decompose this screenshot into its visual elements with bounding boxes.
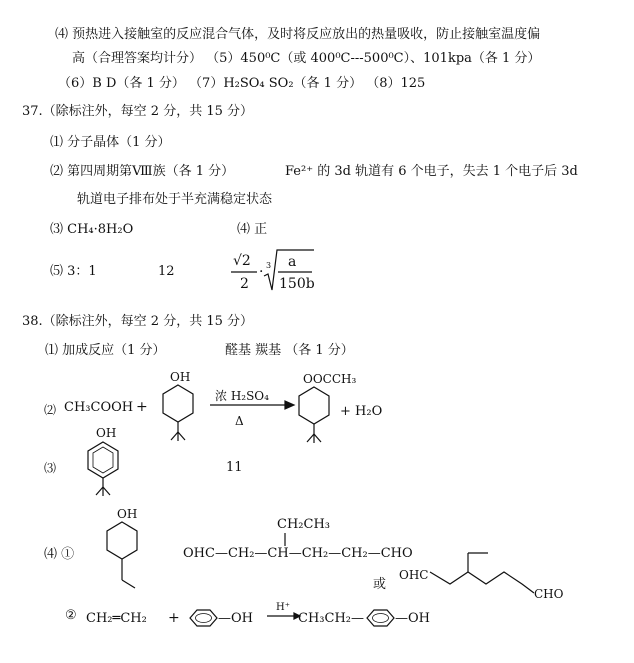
cyclohexane-ring-2 <box>299 387 329 424</box>
plus-sign-1: + <box>136 399 148 415</box>
ethyl-branch: CH₂CH₃ <box>277 517 330 532</box>
answer-37-3: ⑶ CH₄·8H₂O <box>50 222 134 237</box>
cyclohexane-ring-3 <box>107 522 137 559</box>
answer-38-4-label: ⑷ ① <box>44 547 75 562</box>
acetic-acid: CH₃COOH <box>64 400 134 415</box>
formula-sqrt2: √2 <box>233 253 251 269</box>
skeletal-chain <box>430 572 534 593</box>
cho-label: CHO <box>534 587 564 601</box>
benzene-ring-2 <box>190 610 217 626</box>
formula-dot: · <box>259 264 264 280</box>
answer-38-4b-label: ② <box>65 608 77 623</box>
formula-two: 2 <box>240 276 249 292</box>
oh-bond-1: —OH <box>218 611 253 626</box>
dialdehyde-chain: OHC—CH₂—CH—CH₂—CH₂—CHO <box>183 546 413 561</box>
answer-37-1: ⑴ 分子晶体（1 分） <box>50 135 171 150</box>
answer-38-3-label: ⑶ <box>44 461 57 475</box>
answer-37-2b: Fe²⁺ 的 3d 轨道有 6 个电子，失去 1 个电子后 3d <box>285 164 578 179</box>
h-plus-label: H⁺ <box>276 602 290 613</box>
answer-37-4: ⑷ 正 <box>237 222 268 237</box>
line-2: 高（合理答案均计分） （5）450⁰C（或 400⁰C---500⁰C）、101kpa（各 1 分） <box>72 51 541 66</box>
answer-38-2-label: ⑵ <box>44 403 57 417</box>
answer-37-5a: ⑸ 3：1 <box>50 264 97 279</box>
answer-37-2c: 轨道电子排布处于半充满稳定状态 <box>77 192 273 207</box>
heat-label: Δ <box>235 414 244 428</box>
oh-label-1: OH <box>170 370 191 384</box>
product-left: CH₃CH₂— <box>298 611 364 626</box>
oh-bond-2: —OH <box>395 611 430 626</box>
water-label: + H₂O <box>340 404 383 419</box>
oh-label-2: OH <box>96 426 117 440</box>
plus-sign-2: + <box>168 610 180 626</box>
line-3: （6）B D（各 1 分） （7）H₂SO₄ SO₂（各 1 分） （8）125 <box>58 76 426 91</box>
formula-root-index: 3 <box>266 261 272 270</box>
ethylene: CH₂═CH₂ <box>86 611 147 626</box>
answer-37-5b: 12 <box>158 264 175 279</box>
cyclohexane-ring-1 <box>163 385 193 422</box>
ohc-label: OHC <box>399 568 429 582</box>
question-38-header: 38.（除标注外，每空 2 分，共 15 分） <box>22 314 254 329</box>
or-label: 或 <box>373 577 387 592</box>
answer-38-1b: 醛基 羰基 （各 1 分） <box>225 343 354 358</box>
line-1: ⑷ 预热进入接触室的反应混合气体，及时将反应放出的热量吸收，防止接触室温度偏 <box>55 27 541 42</box>
ester-label: OOCCH₃ <box>303 372 357 386</box>
formula-den: 150b <box>279 276 315 292</box>
answer-37-2a: ⑵ 第四周期第Ⅷ族（各 1 分） <box>50 164 235 179</box>
answer-38-1a: ⑴ 加成反应（1 分） <box>45 343 166 358</box>
formula-num: a <box>288 254 297 270</box>
benzene-ring-3 <box>367 610 394 626</box>
question-37-header: 37.（除标注外，每空 2 分，共 15 分） <box>22 104 254 119</box>
answer-38-3b: 11 <box>226 460 243 475</box>
oh-label-3: OH <box>117 507 138 521</box>
catalyst-label: 浓 H₂SO₄ <box>215 389 269 403</box>
